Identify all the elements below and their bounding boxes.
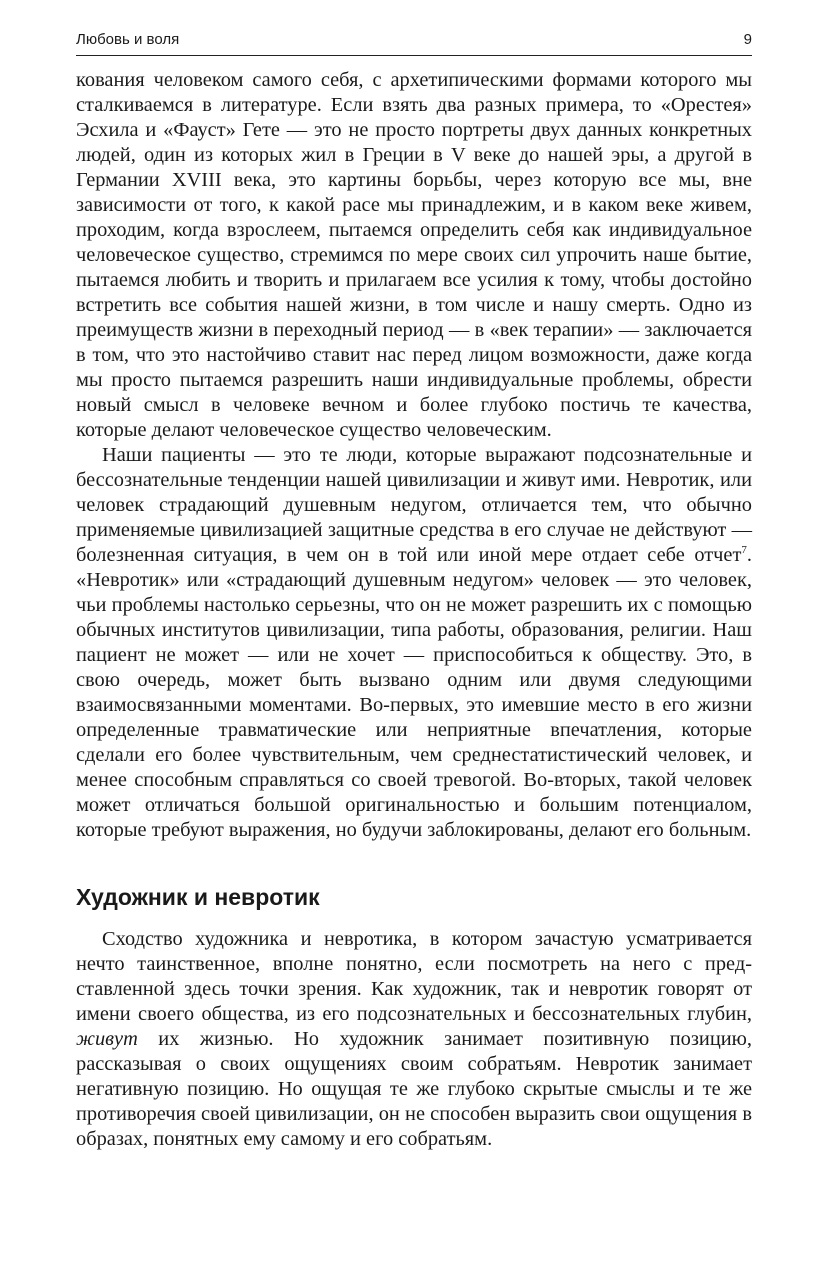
paragraph-3-text-before-em: Сходство художника и невротика, в котором зачастую усматривается нечто таинственное, вполне понятно, если посмотреть на него с представленной здесь точки зрения. Как художник, так и невротик говорят от имени своего общества, из его подсознательных и бессознательных глубин, xyxy=(76,928,752,1025)
paragraph-3-text-after-em: их жизнью. Но художник занимает позитивную позицию, рассказывая о своих ощущениях своим собратьям. Невротик занимает негативную позицию. Но ощущая те же глубоко скрытые смыслы и те же противоречия своей цивилизации, он не способен выразить свои ощущения в образах, понятных ему самому и его собратьям. xyxy=(76,1028,752,1150)
running-header xyxy=(76,30,752,56)
paragraph-continued xyxy=(76,68,752,443)
page-number: 9 xyxy=(743,31,752,48)
paragraph-patients xyxy=(76,443,752,843)
paragraph-2-text-after-note: . «Невротик» или «страдающий душевным недугом» человек — это человек, чьи проблемы настолько серьезны, что он не может разрешить их с помощью обычных институтов цивилизации, типа работы, образования, религии. Наш пациент не может — или не хочет — приспособиться к обществу. Это, в свою очередь, может быть вызвано одним или двумя следующими взаимосвязанными моментами. Во-первых, это имевшие место в его жизни определенные травматические или неприятные впечатления, которые сделали его более чувствительным, чем среднестатистический человек, и менее способным справляться со своей тревогой. Во-вторых, такой человек может отличаться большой оригинальностью и большим потенциалом, которые требуют выражения, но будучи заблокированы, делают его больным. xyxy=(76,544,752,841)
paragraph-1-text: кования человеком самого себя, с архетипическими формами которого мы сталкиваемся в литературе. Если взять два разных примера, то «Орестея» Эсхила и «Фауст» Гете — это не просто портреты двух данных конкретных людей, один из которых жил в Греции в V веке до нашей эры, а другой в Германии XVIII века, это картины борьбы, через которую все мы, вне зависимости от того, к какой расе мы принадлежим, и в каком веке живем, проходим, когда взрослеем, пытаемся определить себя как индивидуальное человеческое существо, стремимся по мере своих сил упрочить наше бытие, пытаемся любить и творить и прилагаем все усилия к тому, чтобы достойно встретить все события нашей жизни, в том числе и нашу смерть. Одно из преимуществ жизни в переходный период — в «век терапии» — заключается в том, что это настойчиво ставит нас перед лицом возможности, даже когда мы просто пытаемся разрешить наши индивидуальные проблемы, обрести новый смысл в человеке вечном и более глубоко постичь те качества, которые делают человеческое существо человеческим. xyxy=(76,69,752,441)
paragraph-artist-neurotic xyxy=(76,927,752,1152)
book-page xyxy=(76,30,752,1152)
running-title: Любовь и воля xyxy=(76,31,180,48)
footnote-reference[interactable]: 7 xyxy=(741,544,747,557)
paragraph-2-text-before-note: Наши пациенты — это те люди, которые выражают подсознательные и бессознательные тенденции нашей цивилизации и живут ими. Невротик, или человек страдающий душевным недугом, отличается тем, что обычно применяемые цивилизацией защитные средства в его случае не действуют — болезненная ситуация, в чем он в той или иной мере отдает себе отчет xyxy=(76,444,752,566)
section-heading: Художник и невротик xyxy=(76,884,320,910)
emphasis-word: живут xyxy=(76,1028,138,1050)
